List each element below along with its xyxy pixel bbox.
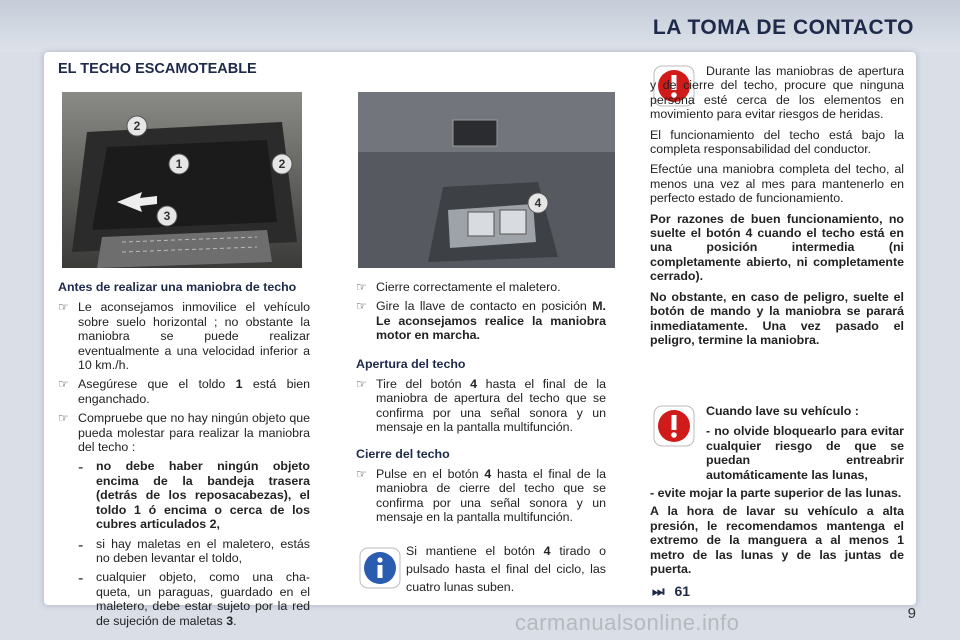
wash-warning [650, 404, 904, 576]
trunk-illustration [62, 92, 302, 268]
page-reference[interactable] [652, 583, 690, 600]
page-number: 9 [907, 605, 916, 622]
fast-forward-icon: ⏭ [652, 583, 665, 599]
hand-icon: ☞ [356, 377, 367, 392]
sub-1: no debe haber ningún objeto encima de la bandeja trasera (detrás de los reposacabezas), el toldo 1 ó encima o cerca de los cubres articulados 2, [96, 459, 310, 532]
callout-4: 4 [534, 196, 542, 210]
console-illustration [358, 92, 615, 268]
column-3 [650, 64, 904, 347]
section-title: EL TECHO ESCAMOTEABLE [58, 61, 257, 77]
bullet-3: Compruebe que no hay ningún objeto que pueda molestar para realizar la maniobra del techo : [78, 411, 310, 455]
warning-1-text: Durante las maniobras de apertura y de cierre del techo, procure que ninguna persona esté cerca de los elementos en movimiento para evitar riesgos de heridas. [650, 64, 904, 122]
callout-2b: 2 [278, 157, 286, 171]
hand-icon: ☞ [58, 411, 69, 426]
sub-3: cualquier objeto, como una cha- queta, un paraguas, guardado en el maletero, debe estar sujeto por la red de sujeción de maletas 3. [96, 570, 310, 628]
hand-icon: ☞ [58, 377, 69, 392]
wash-line-1: - no olvide bloquearlo para evitar cualquier riesgo de que se puedan entreabrir automáticamente las lunas, [706, 424, 904, 482]
hand-icon: ☞ [58, 300, 69, 315]
wash-heading: Cuando lave su vehículo : [706, 404, 859, 418]
column-1: Antes de realizar una maniobra de techo ☞ Le aconsejamos inmovilice el vehículo sobre suelo horizontal ; no obstante la maniobra se puede realizar eventualmente a una velocidad inferior a 10 km./h. ☞ Asegúrese que el toldo 1 está bien enganchado. ☞ Compruebe que no hay ningún objeto que pueda molestar para realizar la maniobra del techo : - no debe haber ningún objeto encima de la bandeja trasera (detrás de los reposacabezas), el toldo 1 ó encima o cerca de los cubres articulados 2, - si hay maletas en el maletero, estás no deben levantar el toldo, - cualquier objeto, como una cha- queta, un paraguas, guardado en el maletero, debe estar sujeto por la red de sujeción de maletas 3. [58, 280, 310, 628]
info-icon [358, 546, 402, 590]
hand-icon: ☞ [356, 467, 367, 482]
page-title: LA TOMA DE CONTACTO [652, 16, 914, 39]
c3-para-2: El funcionamiento del techo está bajo la completa responsabilidad del conductor. [650, 127, 904, 157]
info-text: Si mantiene el botón 4 tirado o pulsado hasta el final del ciclo, las cuatro lunas suben. [406, 544, 606, 594]
bullet-2: Asegúrese que el toldo 1 está bien enganchado. [78, 377, 310, 406]
callout-1: 1 [175, 157, 183, 171]
c3-para-3: Efectúe una maniobra completa del techo, al menos una vez al mes para mantenerlo en perfecto estado de funcionamiento. [650, 162, 904, 206]
hand-icon: ☞ [356, 299, 367, 314]
watermark: carmanualsonline.info [515, 610, 740, 635]
sub-2: si hay maletas en el maletero, estás no deben levantar el toldo, [96, 536, 310, 565]
callout-2a: 2 [133, 119, 141, 133]
c2-bullet-2: Gire la llave de contacto en posición M. Le aconsejamos realice la maniobra motor en marcha. [376, 299, 606, 343]
bullet-1: Le aconsejamos inmovilice el vehículo sobre suelo horizontal ; no obstante la maniobra se puede realizar eventualmente a una velocidad inferior a 10 km./h. [78, 300, 310, 373]
open-heading: Apertura del techo [356, 356, 466, 371]
reference-number: 61 [674, 583, 691, 599]
callout-3: 3 [163, 209, 171, 223]
column-2 [356, 280, 606, 530]
wash-para: A la hora de lavar su vehículo a alta presión, le recomendamos mantenga el extremo de la manguera a al menos 1 metro de las lunas y de las juntas de puerta. [650, 504, 904, 577]
open-text: Tire del botón 4 hasta el final de la maniobra de apertura del techo que se confirma por una señal sonora y un mensaje en la pantalla multifunción. [376, 377, 607, 435]
c3-para-4: Por razones de buen funcionamiento, no suelte el botón 4 cuando el techo está en una posición intermedia (ni completamente abierto, ni completamente cerrado). [650, 211, 904, 284]
close-text: Pulse en el botón 4 hasta el final de la maniobra de cierre del techo que se confirma por una señal sonora y un mensaje en la pantalla multifunción. [376, 467, 606, 525]
console-photo [358, 92, 615, 268]
close-heading: Cierre del techo [356, 446, 450, 461]
wash-line-2: - evite mojar la parte superior de las lunas. [650, 486, 902, 501]
hand-icon: ☞ [356, 280, 367, 294]
trunk-photo [62, 92, 302, 268]
c2-bullet-1: Cierre correctamente el maletero. [376, 280, 561, 294]
before-heading: Antes de realizar una maniobra de techo [58, 280, 297, 294]
c3-para-5: No obstante, en caso de peligro, suelte el botón de mando y la maniobra se parará inmediatamente. Una vez pasado el peligro, termine la maniobra. [650, 289, 904, 347]
